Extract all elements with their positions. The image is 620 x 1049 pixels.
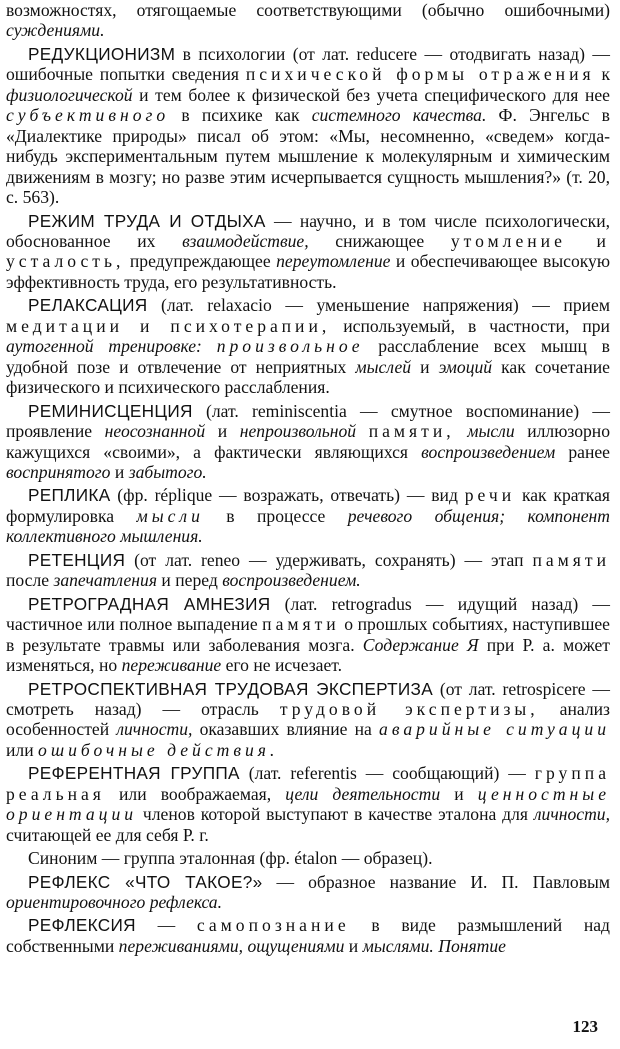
italic-term: речевого общения; [347, 505, 506, 526]
italic-term: компонент коллективного мышления. [6, 505, 610, 547]
entry-retrograde-amnesia [6, 594, 610, 676]
headword: РЕЖИМ ТРУДА И ОТДЫХА [28, 210, 266, 231]
entry-text: возможностях, отягощаемые соответствующими (обычно ошибочными) [6, 0, 610, 20]
entry-text: (от лат. retrospicere — смотреть назад) — отрасль [6, 678, 611, 719]
entry-synonym: Синоним — группа эталонная (фр. étalon — образец). [28, 848, 433, 869]
spaced-term: памяти [532, 549, 610, 570]
entry-text: и [411, 356, 439, 377]
entry-text: анализ особенностей [6, 698, 610, 740]
entry-text: (лат. relaxacio — уменьшение напряжения) — прием [147, 295, 610, 316]
entry-text: (от лат. reneo — удерживать, сохранять) — этап [125, 549, 533, 570]
entry-text: как краткая формулировка [6, 485, 610, 526]
headword: РЕЛАКСАЦИЯ [28, 295, 148, 316]
headword: РЕТРОСПЕКТИВНАЯ ТРУДОВАЯ ЭКСПЕРТИЗА [28, 678, 433, 699]
entry-text: и [344, 935, 363, 956]
entry-text: иллюзорно кажущихся «своими», а фактически являющихся [6, 421, 611, 462]
italic-term: воспроизведением [421, 441, 556, 462]
entry-text: Ф. Энгельс в «Диалектике природы» писал об этом: «Мы, несомненно, «сведем» когда-нибудь экспериментальным путем мышление к молекулярным и химическим движениям в мозгу; но разве этим исчерпывается сущность мышления?» (т. 20, с. 563). [6, 105, 610, 208]
italic-term: ощущениями [247, 935, 345, 956]
italic-term: воспроизведением. [222, 570, 361, 591]
spaced-term: памяти [262, 614, 340, 635]
headword: РЕФЛЕКС «ЧТО ТАКОЕ?» [28, 871, 263, 892]
spaced-term: произвольное [216, 336, 364, 357]
spaced-term: речи [464, 485, 516, 506]
entry-reflection [6, 915, 610, 956]
entry-text: используемый, в частности, при [330, 315, 610, 336]
headword: РЕПЛИКА [28, 485, 111, 506]
spaced-term: мысли [136, 505, 204, 526]
spaced-term: медитации и психотерапии, [6, 315, 331, 336]
entry-text: расслабление всех мышц в удобной позе и отвлечение от неприятных [6, 336, 610, 377]
entry-retention [6, 550, 610, 591]
entry-text: в психологии (от лат. reducere — отодвигать назад) — ошибочные попытки сведения [6, 43, 610, 85]
italic-term: физиологической [6, 84, 133, 105]
entry-text [505, 506, 527, 526]
entry-replica [6, 485, 610, 546]
italic-term: переживание [121, 655, 222, 676]
entry-reflex-what-is-it [6, 872, 610, 913]
entry-text: к [594, 64, 610, 85]
italic-term: Понятие [438, 935, 506, 956]
entry-text: — научно, и в том числе психологически, обоснованное их [6, 210, 611, 251]
italic-term: эмоций [438, 356, 493, 377]
entry-text: ранее [555, 441, 610, 462]
italic-term: мыслями. [362, 935, 434, 956]
italic-term: Содержание Я [362, 634, 479, 655]
entry-text: членов которой выступают в качестве эталона для [137, 804, 534, 825]
entry-text: после [6, 570, 54, 591]
entry-text: — [135, 915, 197, 936]
entry-text: (лат. retrogradus — идущий назад) — частичное или полное выпадение [6, 593, 610, 635]
italic-term: переживаниями, [118, 935, 244, 956]
entry-text: (лат. reminiscentia — смутное воспоминание) — проявление [6, 400, 610, 442]
italic-term: личности, [116, 719, 193, 740]
headword: РЕМИНИСЦЕНЦИЯ [28, 400, 193, 421]
italic-term: забытого. [128, 461, 207, 482]
entry-retrospective-expertise [6, 679, 610, 761]
spaced-term: трудовой экспертизы, [279, 698, 539, 719]
spaced-term: утомление и усталость, [6, 230, 610, 272]
entry-text: считающей ее для себя Р. г. [6, 824, 209, 845]
italic-term: аутогенной тренировке: [6, 336, 202, 357]
entry-work-rest-regime [6, 211, 610, 293]
italic-term: личности, [533, 804, 610, 825]
entry-text: его не исчезает. [221, 655, 343, 676]
entry-text: о прошлых событиях, наступившее в результате травмы или заболевания мозга. [6, 614, 610, 655]
spaced-term: группа реальная [6, 763, 610, 804]
italic-term: запечатления [53, 570, 158, 591]
entry-text: и [440, 783, 478, 804]
italic-term: взаимодействие, [182, 230, 309, 251]
entry-text: оказавших влияние на [192, 719, 380, 740]
italic-term: мысли [467, 421, 515, 442]
spaced-term: субъективного [6, 105, 170, 126]
headword: РЕФЕРЕНТНАЯ ГРУППА [28, 763, 240, 784]
spaced-term: самопознание [196, 915, 350, 936]
entry-text: в психике как [169, 105, 312, 126]
italic-term: цели деятельности [285, 783, 441, 804]
spaced-term: ошибочные действия. [38, 739, 279, 760]
entry-text: и тем более к физической без учета специфического для нее [132, 84, 610, 105]
entry-text: и [205, 421, 240, 442]
entry-text: и перед [157, 570, 223, 591]
italic-term: воспринятого [6, 461, 111, 482]
entry-text: как сочетание физического и психического расслабления. [6, 356, 610, 398]
italic-term: переутомление [276, 251, 391, 272]
entry-continuation [6, 0, 610, 41]
entry-text: предупреждающее [124, 251, 277, 272]
entry-text: и [110, 461, 129, 482]
entry-text: снижающее [308, 230, 451, 251]
italic-term: мыслей [355, 356, 412, 377]
italic-term: непроизвольной [239, 421, 357, 442]
entry-text: или [6, 739, 39, 760]
italic-term: системного качества. [311, 105, 487, 126]
entry-text: — образное название И. П. Павловым [262, 871, 610, 892]
headword: РЕФЛЕКСИЯ [28, 915, 136, 936]
entry-text: в виде размышлений над собственными [6, 915, 610, 956]
italic-term: суждениями. [6, 20, 105, 41]
entry-text [356, 421, 369, 441]
entry-reductionism [6, 44, 610, 208]
entry-text [455, 421, 468, 441]
headword: РЕТРОГРАДНАЯ АМНЕЗИЯ [28, 593, 271, 614]
spaced-term: аварийные ситуации [379, 719, 610, 740]
entry-text: (фр. réplique — возражать, отвечать) — вид [110, 485, 465, 506]
spaced-term: ценностные ориентации [6, 783, 611, 825]
entry-reminiscence [6, 401, 610, 483]
entry-relaxation [6, 295, 610, 397]
entry-text: при Р. а. может изменяться, но [6, 634, 610, 676]
italic-term: ориентировочного рефлекса. [6, 892, 222, 913]
entry-text: и обеспечивающее высокую эффективность труда, его результативность. [6, 251, 610, 292]
page-number: 123 [572, 1016, 598, 1036]
headword: РЕТЕНЦИЯ [28, 549, 126, 570]
headword: РЕДУКЦИОНИЗМ [28, 43, 176, 64]
spaced-term: психической формы отражения [245, 64, 595, 85]
entry-text: в процессе [203, 505, 348, 526]
entry-text: (лат. referentis — сообщающий) — [239, 763, 535, 784]
entry-text [202, 336, 217, 356]
entry-reference-group [6, 763, 610, 845]
spaced-term: памяти, [368, 421, 455, 442]
italic-term: неосознанной [104, 421, 206, 442]
entry-text: или воображаемая, [104, 783, 286, 804]
